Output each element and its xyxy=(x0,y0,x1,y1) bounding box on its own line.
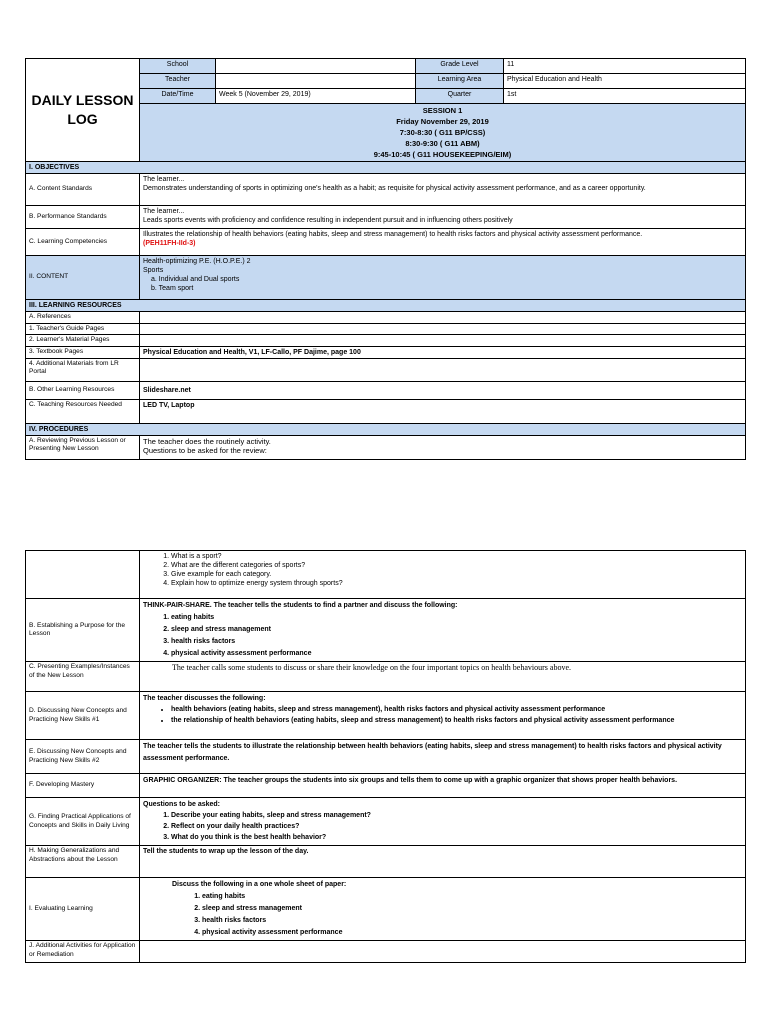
procedure-a-continued-label xyxy=(26,551,140,599)
procedure-e-text: The teacher tells the students to illustrate the relationship between health behaviors (eating habits, sleep and stress management) to health risks factors and physical activity assessment performance. xyxy=(140,740,746,774)
competencies-label: C. Learning Competencies xyxy=(26,229,140,256)
performance-standards-line: Leads sports events with proficiency and confidence resulting in independent pursuit and in influencing others positively xyxy=(143,217,513,224)
content-standards-line: The learner... xyxy=(143,176,185,183)
content-text xyxy=(140,256,746,300)
list-item: 4. physical activity assessment performance xyxy=(202,927,742,939)
teaching-resources-label: C. Teaching Resources Needed xyxy=(26,399,140,423)
content-line: Health-optimizing P.E. (H.O.P.E.) 2 xyxy=(143,258,251,265)
content-line: Sports xyxy=(143,267,164,274)
other-resources-label: B. Other Learning Resources xyxy=(26,381,140,399)
list-item: 3. health risks factors xyxy=(202,915,742,927)
list-item: 1. What is a sport? xyxy=(171,552,742,561)
procedure-g-text xyxy=(140,798,746,846)
procedure-h-text: Tell the students to wrap up the lesson of the day. xyxy=(140,846,746,878)
lesson-log-table-bottom xyxy=(25,550,746,963)
content-standards-line: Demonstrates understanding of sports in optimizing one's health as a habit; as requisite for physical activity assessment performance, and as a career opportunity. xyxy=(143,185,646,192)
list-item: 4. physical activity assessment performance xyxy=(171,648,742,660)
procedure-d-text xyxy=(140,692,746,740)
list-item: • health behaviors (eating habits, sleep and stress management), health risks factors and physical activity assessment performance xyxy=(171,704,742,715)
school-value xyxy=(216,59,416,74)
list-item: 3. Give example for each category. xyxy=(171,570,742,579)
references-label: A. References xyxy=(26,312,140,324)
procedure-b-text xyxy=(140,599,746,662)
teacher-label: Teacher xyxy=(140,74,216,89)
list-item: 1. Describe your eating habits, sleep and stress management? xyxy=(171,810,742,821)
procedure-a-line: Questions to be asked for the review: xyxy=(143,445,267,455)
guide-pages-label: 1. Teacher's Guide Pages xyxy=(26,323,140,335)
list-item: 2. What are the different categories of sports? xyxy=(171,561,742,570)
procedure-h-label: H. Making Generalizations and Abstractions about the Lesson xyxy=(26,846,140,878)
procedure-j-label: J. Additional Activities for Application or Remediation xyxy=(26,941,140,963)
session-line: SESSION 1 xyxy=(422,106,463,115)
school-label: School xyxy=(140,59,216,74)
procedure-f-label: F. Developing Mastery xyxy=(26,774,140,798)
list-item: • the relationship of health behaviors (eating habits, sleep and stress management) to health risks factors and physical activity assessment performance xyxy=(171,715,742,726)
session-line: 9:45-10:45 ( G11 HOUSEKEEPING/EIM) xyxy=(373,150,512,159)
procedure-b-intro: THINK-PAIR-SHARE. The teacher tells the students to find a partner and discuss the following: xyxy=(143,602,458,609)
session-line: 8:30-9:30 ( G11 ABM) xyxy=(405,139,480,148)
document-title: DAILY LESSON LOG xyxy=(26,59,140,162)
lesson-log-table-top xyxy=(25,58,746,460)
grade-label: Grade Level xyxy=(416,59,504,74)
list-item: 1. eating habits xyxy=(171,612,742,624)
procedure-i-intro: Discuss the following in a one whole sheet of paper: xyxy=(172,881,347,888)
list-item: 3. health risks factors xyxy=(171,636,742,648)
procedure-d-intro: The teacher discusses the following: xyxy=(143,695,266,702)
performance-standards-line: The learner... xyxy=(143,208,185,215)
procedure-a-line: The teacher does the routinely activity. xyxy=(143,436,271,446)
content-line: b. Team sport xyxy=(151,285,194,292)
section-resources: III. LEARNING RESOURCES xyxy=(26,300,746,312)
section-objectives: I. OBJECTIVES xyxy=(26,162,746,174)
performance-standards-text xyxy=(140,206,746,229)
textbook-pages-label: 3. Textbook Pages xyxy=(26,346,140,358)
content-label: II. CONTENT xyxy=(26,256,140,300)
session-line: Friday November 29, 2019 xyxy=(396,117,489,126)
procedure-e-label: E. Discussing New Concepts and Practicing New Skills #2 xyxy=(26,740,140,774)
procedure-i-text xyxy=(140,878,746,941)
list-item: 1. eating habits xyxy=(202,891,742,903)
procedure-g-label: G. Finding Practical Applications of Concepts and Skills in Daily Living xyxy=(26,798,140,846)
teaching-resources-value: LED TV, Laptop xyxy=(140,399,746,423)
references-value xyxy=(140,312,746,324)
procedure-j-text xyxy=(140,941,746,963)
grade-value: 11 xyxy=(504,59,746,74)
list-item: 3. What do you think is the best health behavior? xyxy=(171,832,742,843)
procedure-f-text: GRAPHIC ORGANIZER: The teacher groups the students into six groups and tells them to come up with a graphic organizer that shows proper health behaviors. xyxy=(140,774,746,798)
section-procedures: IV. PROCEDURES xyxy=(26,423,746,435)
procedure-d-label: D. Discussing New Concepts and Practicing New Skills #1 xyxy=(26,692,140,740)
additional-materials-value xyxy=(140,358,746,381)
procedure-a-text xyxy=(140,435,746,459)
area-value: Physical Education and Health xyxy=(504,74,746,89)
textbook-pages-value: Physical Education and Health, V1, LF-Callo, PF Dajime, page 100 xyxy=(140,346,746,358)
procedure-b-label: B. Establishing a Purpose for the Lesson xyxy=(26,599,140,662)
procedure-i-label: I. Evaluating Learning xyxy=(26,878,140,941)
material-pages-value xyxy=(140,335,746,347)
list-item: 4. Explain how to optimize energy system through sports? xyxy=(171,579,742,588)
list-item: 2. sleep and stress management xyxy=(171,624,742,636)
list-item: 2. Reflect on your daily health practices? xyxy=(171,821,742,832)
content-standards-text xyxy=(140,174,746,206)
competencies-line: Illustrates the relationship of health behaviors (eating habits, sleep and stress management) to health risks factors and physical activity assessment performance. xyxy=(143,231,643,238)
datetime-label: Date/Time xyxy=(140,89,216,104)
area-label: Learning Area xyxy=(416,74,504,89)
material-pages-label: 2. Learner's Material Pages xyxy=(26,335,140,347)
content-line: a. Individual and Dual sports xyxy=(151,276,240,283)
quarter-label: Quarter xyxy=(416,89,504,104)
session-block xyxy=(140,104,746,162)
additional-materials-label: 4. Additional Materials from LR Portal xyxy=(26,358,140,381)
procedure-c-label: C. Presenting Examples/Instances of the New Lesson xyxy=(26,662,140,692)
quarter-value: 1st xyxy=(504,89,746,104)
other-resources-value: Slideshare.net xyxy=(140,381,746,399)
procedure-a-label: A. Reviewing Previous Lesson or Presenting New Lesson xyxy=(26,435,140,459)
procedure-c-text: The teacher calls some students to discuss or share their knowledge on the four important topics on health behaviours above. xyxy=(140,662,746,692)
competencies-code: (PEH11FH-IId-3) xyxy=(143,240,196,247)
datetime-value: Week 5 (November 29, 2019) xyxy=(216,89,416,104)
session-line: 7:30-8:30 ( G11 BP/CSS) xyxy=(399,128,486,137)
list-item: 2. sleep and stress management xyxy=(202,903,742,915)
teacher-value xyxy=(216,74,416,89)
procedure-g-intro: Questions to be asked: xyxy=(143,801,221,808)
guide-pages-value xyxy=(140,323,746,335)
content-standards-label: A. Content Standards xyxy=(26,174,140,206)
procedure-a-questions xyxy=(140,551,746,599)
competencies-text xyxy=(140,229,746,256)
performance-standards-label: B. Performance Standards xyxy=(26,206,140,229)
